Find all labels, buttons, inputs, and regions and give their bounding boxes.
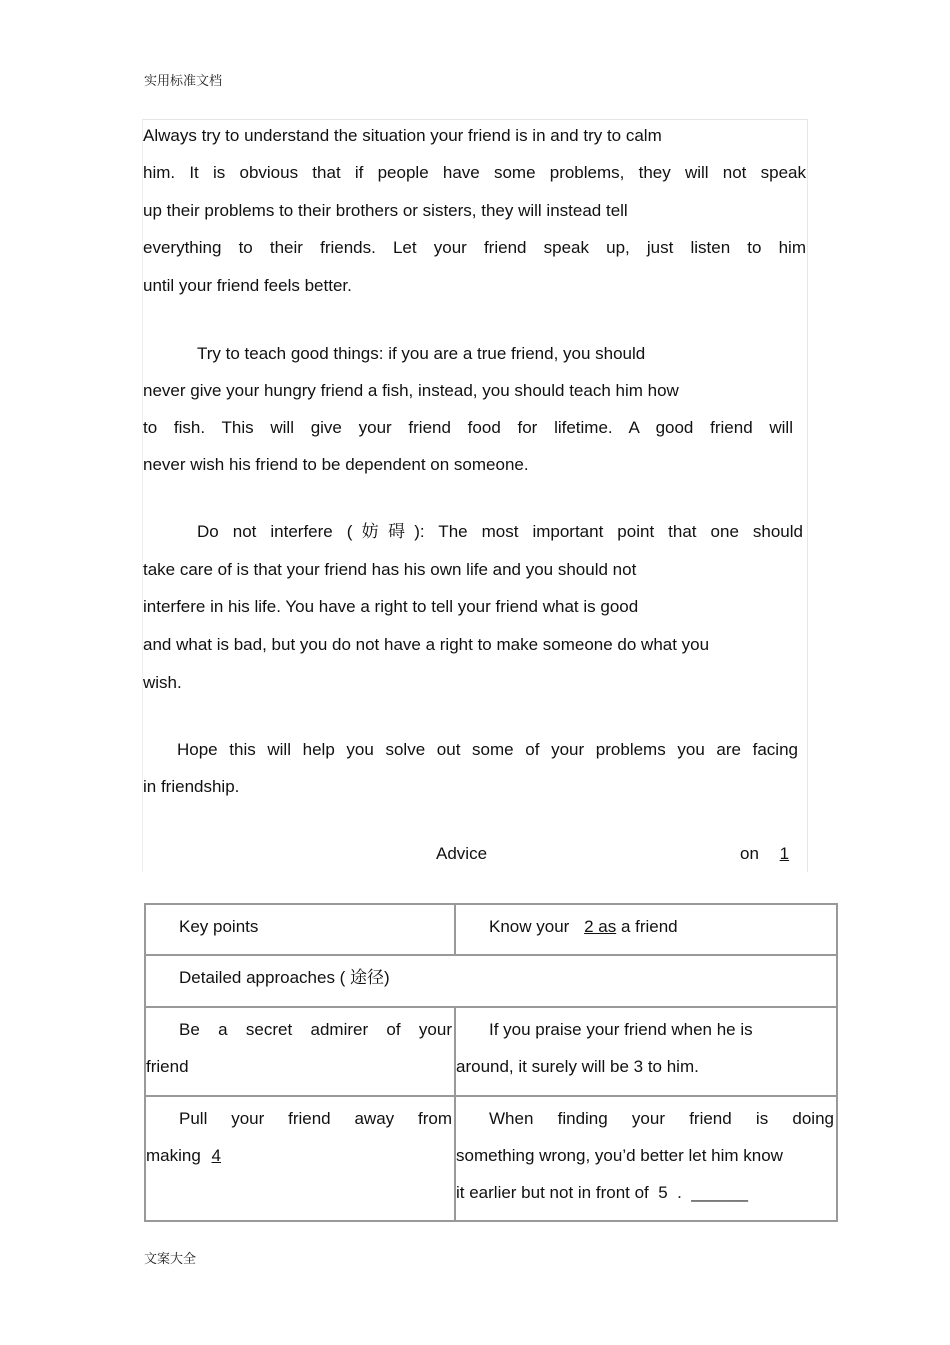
text-line: Always try to understand the situation your friend is in and try to calm — [143, 126, 662, 145]
text-line: Hope this will help you solve out some of your problems you are facing — [177, 740, 798, 759]
blank-1: 1 — [779, 844, 790, 863]
text-line: in friendship. — [143, 777, 240, 796]
page-header: 实用标准文档 — [144, 73, 223, 88]
table-row — [145, 904, 837, 955]
cell-text: making — [146, 1146, 201, 1165]
detailed-approaches-label: Detailed approaches ( 途径) — [179, 968, 390, 987]
text-line: take care of is that your friend has his own life and you should not — [143, 560, 637, 579]
text-line: everything to their friends. Let your friend speak up, just listen to him — [143, 238, 806, 257]
table-row — [145, 955, 837, 1007]
cell-text: When finding your friend is doing — [489, 1109, 834, 1128]
blank-2: 2 as — [584, 917, 617, 936]
text: a friend — [620, 917, 678, 936]
text-line: never give your hungry friend a fish, instead, you should teach him how — [143, 381, 679, 400]
blank-4: 4 — [211, 1146, 222, 1165]
table-row — [145, 1007, 837, 1096]
key-points-label: Key points — [179, 917, 259, 936]
text-line: Do not interfere (妨碍): The most important point that one should — [197, 522, 803, 541]
section-title: Advice — [436, 844, 488, 863]
title-on: on — [740, 844, 759, 863]
text-line: never wish his friend to be dependent on someone. — [143, 455, 529, 474]
cell-text: Be a secret admirer of your — [179, 1020, 452, 1039]
cell-text: friend — [146, 1057, 189, 1076]
blank-3-line: around, it surely will be 3 to him. — [456, 1057, 699, 1076]
text-line: until your friend feels better. — [143, 276, 352, 295]
text: Know your — [489, 917, 570, 936]
text-line: interfere in his life. You have a right to tell your friend what is good — [143, 597, 639, 616]
advice-table — [144, 903, 838, 1222]
page-footer: 文案大全 — [144, 1251, 197, 1266]
text-line: Try to teach good things: if you are a true friend, you should — [197, 344, 646, 363]
section-title-right — [740, 844, 801, 864]
text-line: wish. — [143, 673, 182, 692]
table-row — [145, 1096, 837, 1221]
text-line: to fish. This will give your friend food for lifetime. A good friend will — [143, 418, 793, 437]
cell-text: If you praise your friend when he is — [489, 1020, 753, 1039]
know-cell — [456, 905, 836, 945]
cell-text: something wrong, you’d better let him know — [456, 1146, 783, 1165]
text-line: up their problems to their brothers or sisters, they will instead tell — [143, 201, 628, 220]
text-line: and what is bad, but you do not have a right to make someone do what you — [143, 635, 710, 654]
cell-text: Pull your friend away from — [179, 1109, 452, 1128]
blank-5-line: it earlier but not in front of 5 . ______ — [456, 1183, 749, 1202]
text-line: him. It is obvious that if people have some problems, they will not speak — [143, 163, 806, 182]
